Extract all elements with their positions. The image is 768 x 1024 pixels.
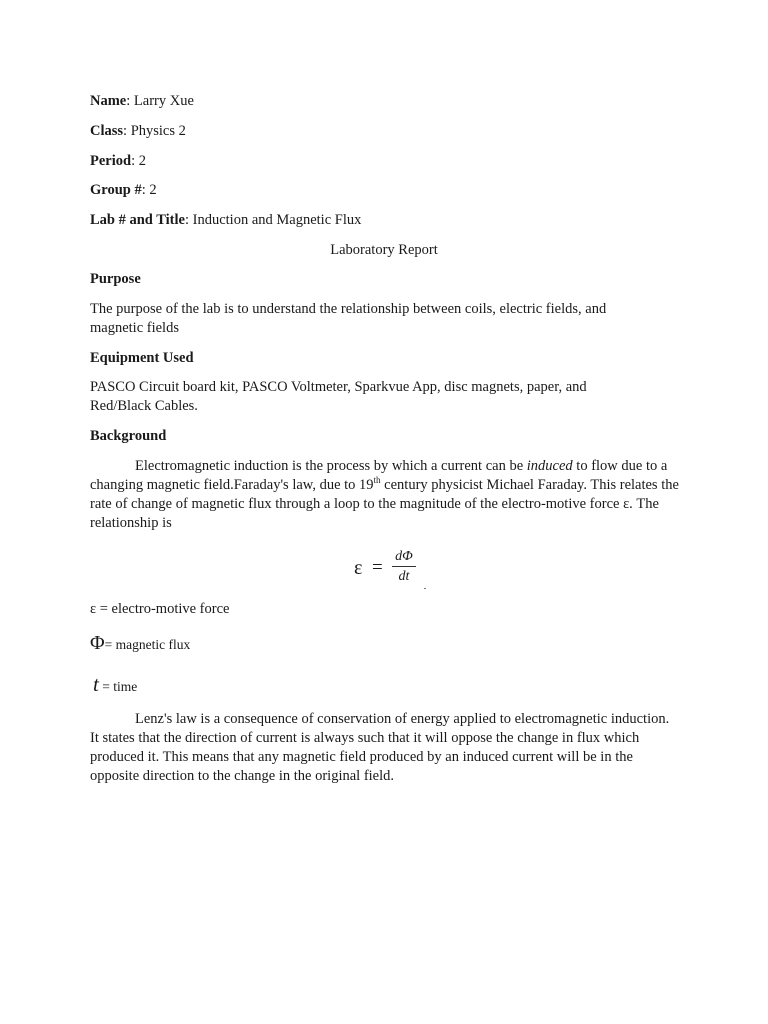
period-label: Period [90,153,132,169]
equipment-text-line-2: Red/Black Cables. [90,398,198,414]
background-heading: Background [90,428,167,444]
group-value: : 2 [141,182,157,198]
lab-value: : Induction and Magnetic Flux [184,212,362,228]
equipment-heading: Equipment Used [90,350,194,366]
class-value: : Physics 2 [123,123,186,139]
induced-italic: induced [526,458,573,474]
time-symbol: t [93,672,99,696]
class-label: Class [90,123,124,139]
period-line [90,152,146,171]
equipment-text-line-1: PASCO Circuit board kit, PASCO Voltmeter, Sparkvue App, disc magnets, paper, and [90,379,587,395]
time-definition [90,672,138,697]
formula-mark [424,588,426,589]
period-value: : 2 [131,153,146,169]
formula-emf-symbol: ε [354,557,363,579]
formula-denominator: dt [398,569,410,584]
time-definition-text: = time [98,679,138,694]
lab-line [90,211,361,230]
formula-numerator: dΦ [392,548,416,567]
background-paragraph-2: Lenz's law is a consequence of conservation of energy applied to electromagnetic induction. It states that the direction of current is always such that it will oppose the change in flux which produced it. This means that any magnetic field produced by an induced current will be in the opposite direction to the change in the original field. [90,711,670,784]
th-superscript: th [373,475,381,485]
formula-fraction [392,548,416,585]
purpose-heading: Purpose [90,271,141,287]
formula-equals: = [372,557,383,578]
background-paragraph-1 [90,457,680,533]
purpose-text-line-1: The purpose of the lab is to understand the relationship between coils, electric fields, and [90,301,607,317]
flux-definition [90,634,190,655]
report-title: Laboratory Report [330,242,438,258]
background-p1-part-c: century physicist Michael Faraday. This relates the rate of change of magnetic flux through a loop to the magnitude of the electro-motive force ε. The relationship is [90,477,679,531]
flux-symbol: Φ [90,632,105,654]
name-value: : Larry Xue [126,93,194,109]
background-p1-part-a: Electromagnetic induction is the process by which a current can be [135,458,527,474]
group-label: Group # [90,182,142,198]
group-line [90,181,157,200]
class-line [90,122,186,141]
name-line [90,92,194,111]
emf-definition: ε = electro-motive force [90,601,230,617]
background-p1-part-b: to flow due to a changing magnetic field.Faraday's law, due to 19 [90,458,668,493]
faraday-formula [354,548,434,590]
name-label: Name [90,93,127,109]
purpose-text-line-2: magnetic fields [90,320,179,336]
lab-label: Lab # and Title [90,212,185,228]
flux-definition-text: = magnetic flux [104,637,191,652]
